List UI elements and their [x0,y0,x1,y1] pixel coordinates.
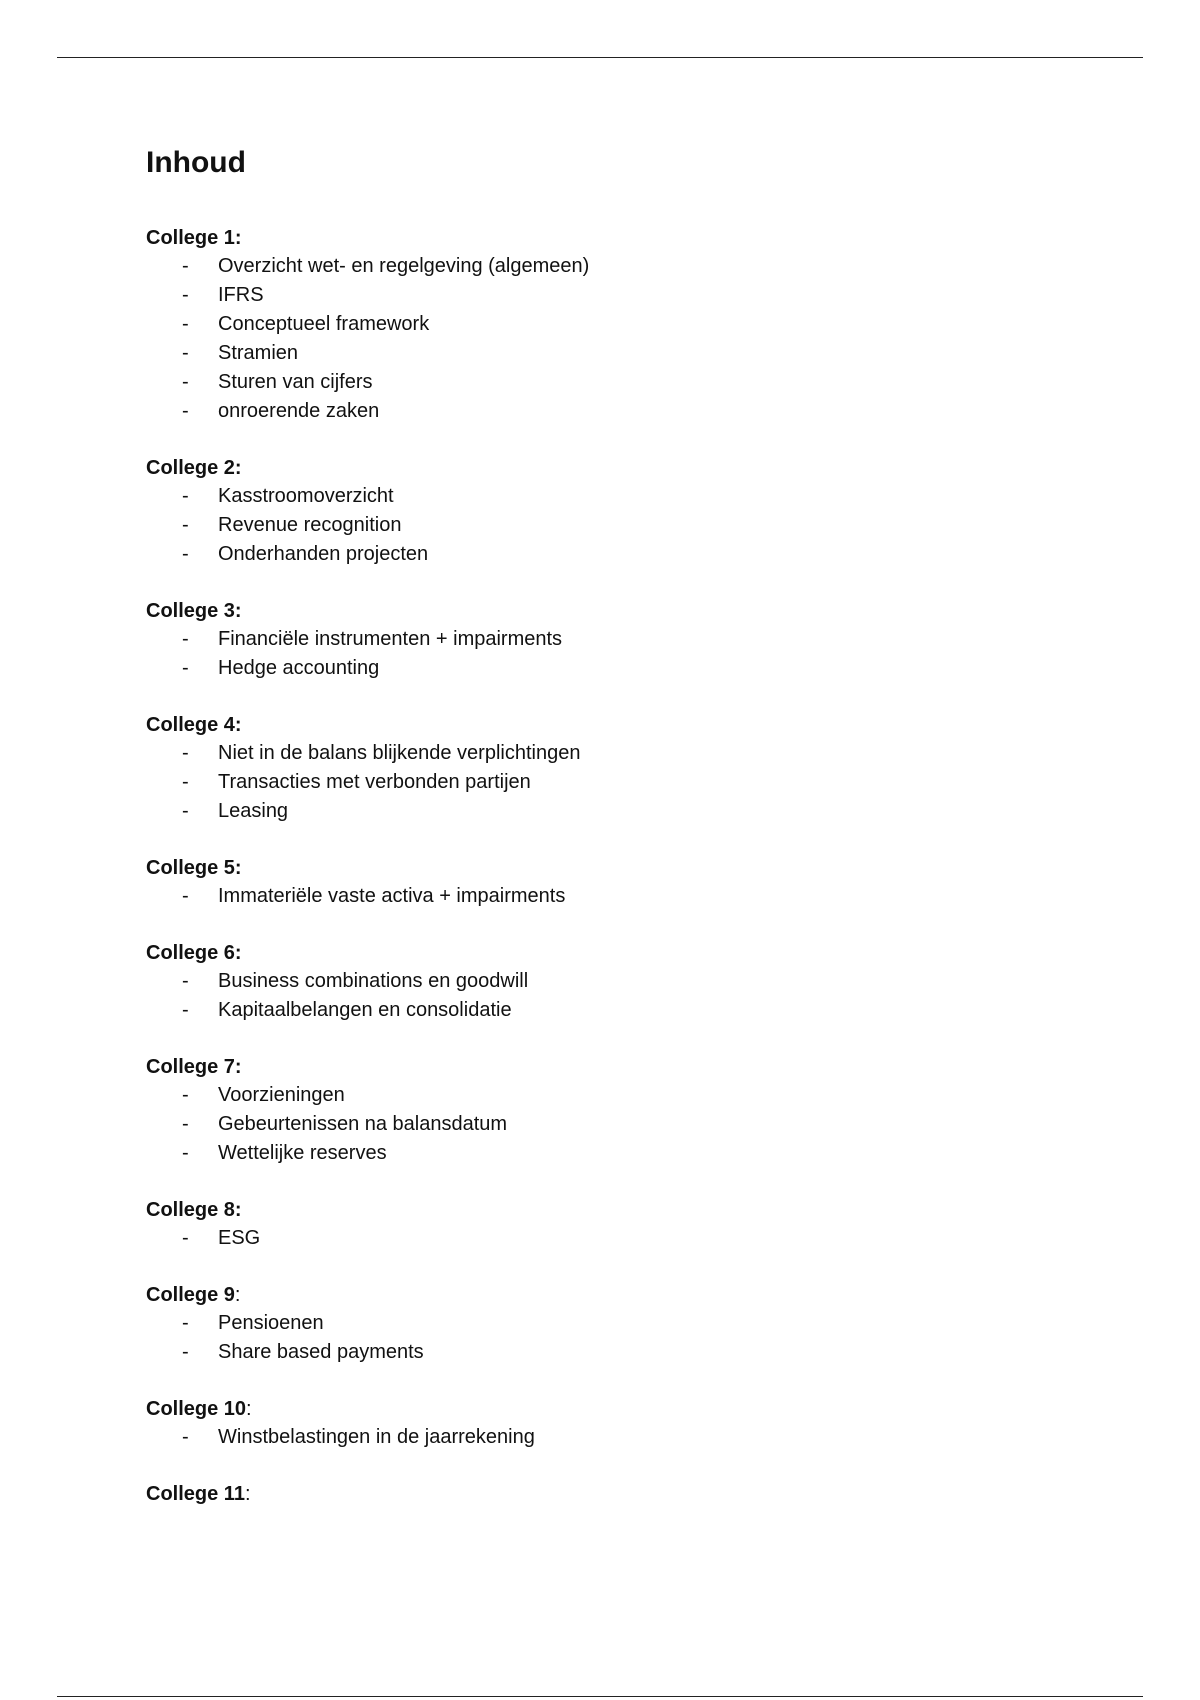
section-label: College 11 [146,1483,245,1505]
dash-bullet-icon: - [182,970,189,992]
college-section [146,854,1046,911]
section-heading [146,1053,1046,1081]
list-item-text: IFRS [218,284,264,306]
dash-bullet-icon: - [182,771,189,793]
section-colon: : [234,457,242,479]
section-label: College 5 [146,857,235,879]
list-item [146,797,1046,826]
list-item [146,625,1046,654]
list-item [146,768,1046,797]
list-item [146,310,1046,339]
section-label: College 8 [146,1199,235,1221]
college-section [146,1480,1046,1508]
list-item-text: Winstbelastingen in de jaarrekening [218,1426,535,1448]
section-heading [146,1480,1046,1508]
college-section [146,1196,1046,1253]
list-item-text: Niet in de balans blijkende verplichtingen [218,742,581,764]
list-item [146,511,1046,540]
dash-bullet-icon: - [182,742,189,764]
section-heading [146,939,1046,967]
list-item [146,1309,1046,1338]
footer-rule [57,1696,1143,1697]
dash-bullet-icon: - [182,657,189,679]
list-item-text: Financiële instrumenten + impairments [218,628,563,650]
dash-bullet-icon: - [182,1227,189,1249]
section-label: College 10 [146,1398,247,1420]
list-item [146,368,1046,397]
college-section [146,1281,1046,1367]
section-colon: : [234,1056,242,1078]
section-label: College 2 [146,457,235,479]
list-item-text: Stramien [218,342,299,364]
section-colon: : [234,942,242,964]
list-item [146,1139,1046,1168]
college-section [146,1395,1046,1452]
list-item [146,252,1046,281]
dash-bullet-icon: - [182,313,189,335]
list-item [146,397,1046,426]
dash-bullet-icon: - [182,999,189,1021]
dash-bullet-icon: - [182,1142,189,1164]
list-item [146,1423,1046,1452]
dash-bullet-icon: - [182,255,189,277]
dash-bullet-icon: - [182,1312,189,1334]
section-colon: : [234,227,242,249]
section-label: College 9 [146,1284,235,1306]
list-item [146,281,1046,310]
list-item-text: Voorzieningen [218,1084,345,1106]
dash-bullet-icon: - [182,800,189,822]
list-item-text: Hedge accounting [218,657,380,679]
list-item-text: Revenue recognition [218,514,402,536]
section-label: College 3 [146,600,235,622]
list-item [146,339,1046,368]
list-item-text: Immateriële vaste activa + impairments [218,885,566,907]
section-label: College 4 [146,714,235,736]
section-colon: : [246,1398,252,1420]
list-item [146,1081,1046,1110]
dash-bullet-icon: - [182,284,189,306]
table-of-contents [146,140,1046,1536]
dash-bullet-icon: - [182,543,189,565]
list-item-text: Wettelijke reserves [218,1142,387,1164]
section-colon: : [244,1483,251,1505]
list-item-text: Kapitaalbelangen en consolidatie [218,999,512,1021]
section-heading [146,597,1046,625]
section-label: College 7 [146,1056,235,1078]
list-item-text: Transacties met verbonden partijen [218,771,531,793]
section-heading [146,1196,1046,1224]
section-colon: : [234,1284,241,1306]
dash-bullet-icon: - [182,885,189,907]
list-item-text: ESG [218,1227,261,1249]
section-colon: : [234,714,242,736]
list-item-text: Conceptueel framework [218,313,430,335]
header-rule [57,57,1143,58]
dash-bullet-icon: - [182,400,189,422]
college-section [146,454,1046,569]
list-item-text: Onderhanden projecten [218,543,429,565]
list-item-text: Gebeurtenissen na balansdatum [218,1113,508,1135]
section-label: College 6 [146,942,235,964]
page-title: Inhoud [146,146,246,179]
dash-bullet-icon: - [182,342,189,364]
college-section [146,224,1046,426]
section-colon: : [234,600,242,622]
list-item-text: Leasing [218,800,289,822]
college-section [146,939,1046,1025]
list-item [146,739,1046,768]
section-heading [146,454,1046,482]
list-item [146,482,1046,511]
dash-bullet-icon: - [182,485,189,507]
list-item [146,1338,1046,1367]
list-item [146,1224,1046,1253]
section-heading [146,854,1046,882]
list-item [146,540,1046,569]
list-item-text: Sturen van cijfers [218,371,373,393]
dash-bullet-icon: - [182,1084,189,1106]
section-colon: : [234,857,242,879]
section-heading [146,1395,1046,1423]
college-section [146,711,1046,826]
list-item [146,882,1046,911]
college-section [146,597,1046,683]
list-item-text: Share based payments [218,1341,424,1363]
list-item-text: Pensioenen [218,1312,324,1334]
dash-bullet-icon: - [182,1426,189,1448]
list-item-text: Overzicht wet- en regelgeving (algemeen) [218,255,590,277]
list-item [146,996,1046,1025]
section-heading [146,1281,1046,1309]
dash-bullet-icon: - [182,628,189,650]
section-list [146,224,1046,1508]
dash-bullet-icon: - [182,1341,189,1363]
dash-bullet-icon: - [182,371,189,393]
college-section [146,1053,1046,1168]
section-label: College 1 [146,227,235,249]
dash-bullet-icon: - [182,1113,189,1135]
list-item [146,654,1046,683]
list-item-text: onroerende zaken [218,400,380,422]
list-item-text: Kasstroomoverzicht [218,485,394,507]
section-heading [146,224,1046,252]
section-heading [146,711,1046,739]
dash-bullet-icon: - [182,514,189,536]
list-item-text: Business combinations en goodwill [218,970,529,992]
list-item [146,1110,1046,1139]
section-colon: : [234,1199,242,1221]
list-item [146,967,1046,996]
